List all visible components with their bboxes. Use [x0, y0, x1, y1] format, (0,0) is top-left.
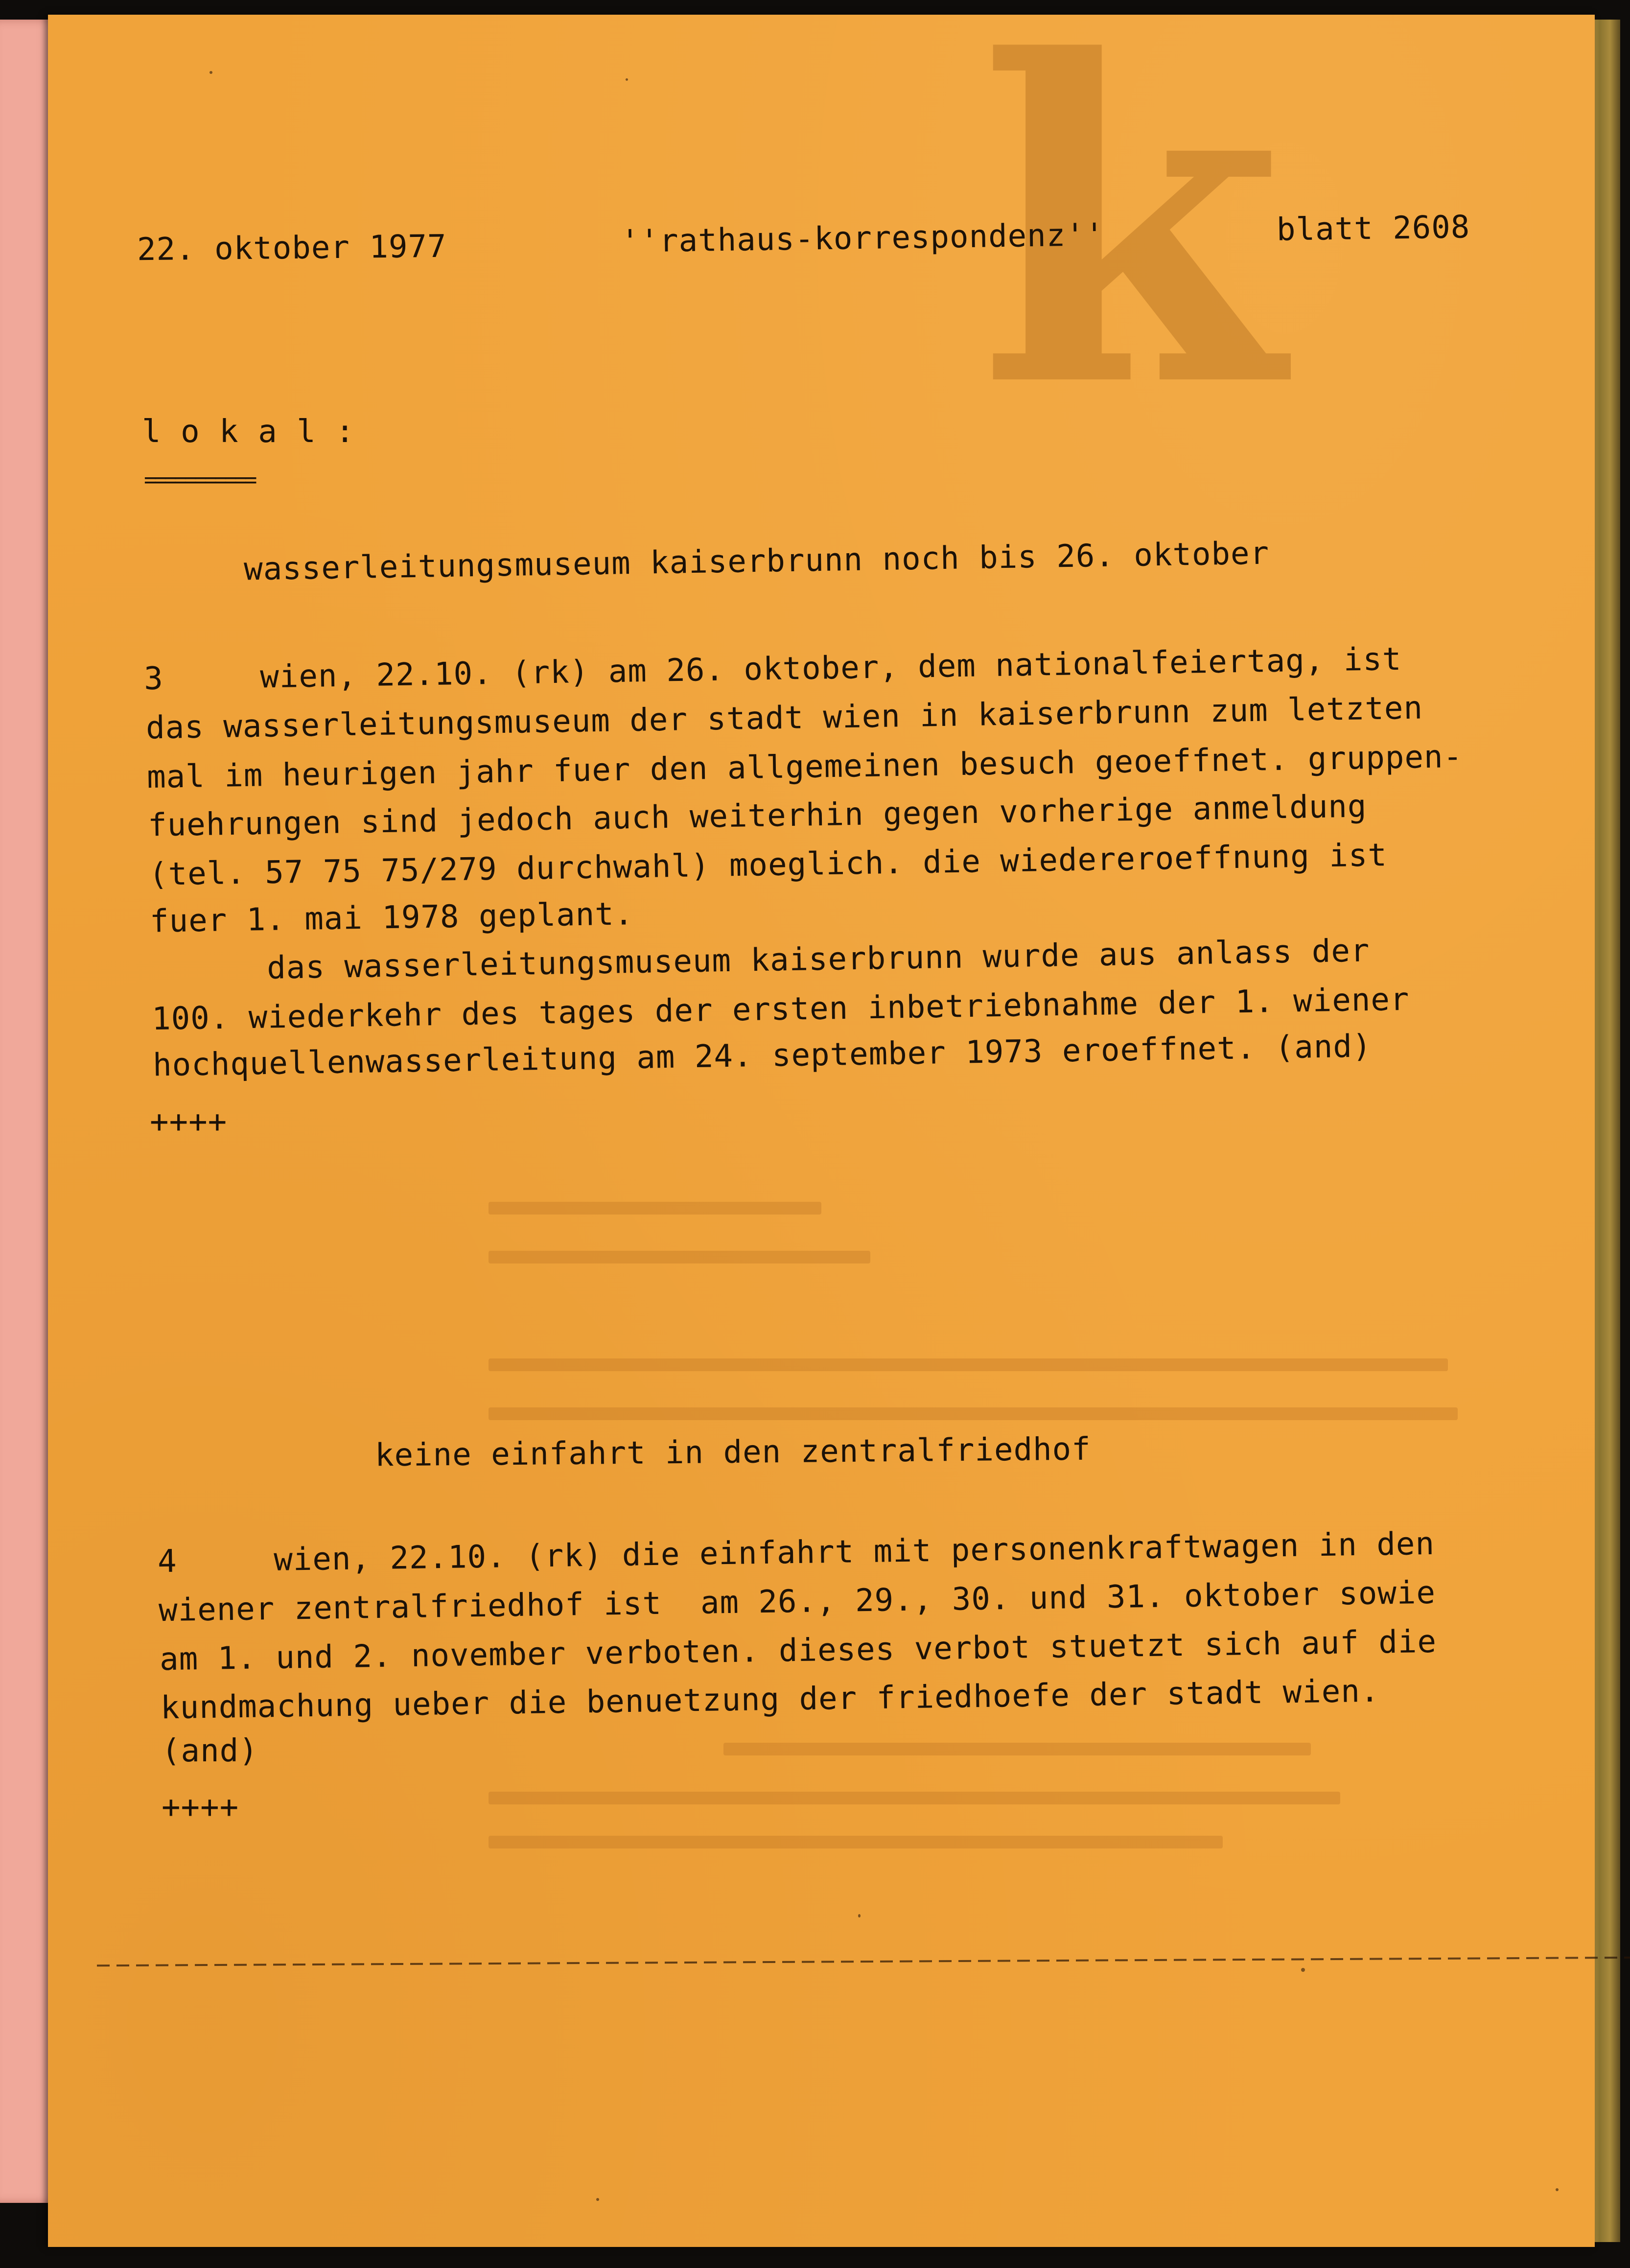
article-title: wasserleitungsmuseum kaiserbrunn noch bis 26. oktober: [243, 535, 1270, 588]
article-end-mark: ++++: [150, 1104, 228, 1140]
bleed-through-logo: k: [978, 0, 1283, 484]
toner-speck: [596, 2198, 599, 2201]
bleed-through-text: [489, 1836, 1223, 1848]
bleed-through-text: [723, 1743, 1311, 1755]
article-line: kundmachung ueber die benuetzung der friedhoefe der stadt wien.: [160, 1673, 1380, 1727]
orange-press-sheet: [48, 0, 1595, 2247]
article-line: mal im heurigen jahr fuer den allgemeinen besuch geoeffnet. gruppen-: [146, 738, 1463, 796]
section-underline: ===========: [144, 468, 255, 492]
article-line: fuehrungen sind jedoch auch weiterhin gegen vorherige anmeldung: [147, 788, 1367, 844]
article-line: (tel. 57 75 75/279 durchwahl) moeglich. die wiedereroeffnung ist: [148, 837, 1388, 893]
article-line: hochquellenwasserleitung am 24. september 1973 eroeffnet. (and): [152, 1028, 1372, 1084]
article-end-mark: ++++: [162, 1789, 239, 1825]
bleed-through-text: [489, 1407, 1458, 1420]
header-publication: ''rathaus-korrespondenz'': [620, 217, 1105, 260]
section-heading: l o k a l :: [142, 414, 355, 450]
article-line: (and): [162, 1733, 258, 1769]
toner-speck: [1301, 1968, 1305, 1972]
article-title: keine einfahrt in den zentralfriedhof: [374, 1431, 1091, 1474]
article-line: das wasserleitungsmuseum der stadt wien in kaiserbrunn zum letzten: [145, 690, 1423, 747]
article-line: das wasserleitungsmuseum kaiserbrunn wurde aus anlass der: [150, 933, 1370, 988]
bleed-through-text: [489, 1792, 1340, 1804]
toner-speck: [626, 78, 628, 81]
toner-speck: [210, 71, 212, 74]
bleed-through-text: [489, 1202, 821, 1215]
perforation-line: [97, 1957, 1630, 1966]
bleed-through-text: [489, 1251, 870, 1263]
bleed-through-text: [489, 1358, 1448, 1371]
header-sheet-number: blatt 2608: [1276, 209, 1470, 248]
article-line: wiener zentralfriedhof ist am 26., 29., 30. und 31. oktober sowie: [158, 1574, 1436, 1629]
header-date: 22. oktober 1977: [137, 228, 447, 268]
article-line: am 1. und 2. november verboten. dieses verbot stuetzt sich auf die: [159, 1623, 1437, 1678]
toner-speck: [1556, 2188, 1559, 2191]
toner-speck: [858, 1914, 861, 1917]
article-line: 4 wien, 22.10. (rk) die einfahrt mit personenkraftwagen in den: [157, 1525, 1435, 1580]
article-line: 3 wien, 22.10. (rk) am 26. oktober, dem nationalfeiertag, ist: [143, 641, 1402, 698]
article-line: 100. wiederkehr des tages der ersten inbetriebnahme der 1. wiener: [151, 981, 1410, 1038]
article-line: fuer 1. mai 1978 geplant.: [149, 896, 634, 940]
